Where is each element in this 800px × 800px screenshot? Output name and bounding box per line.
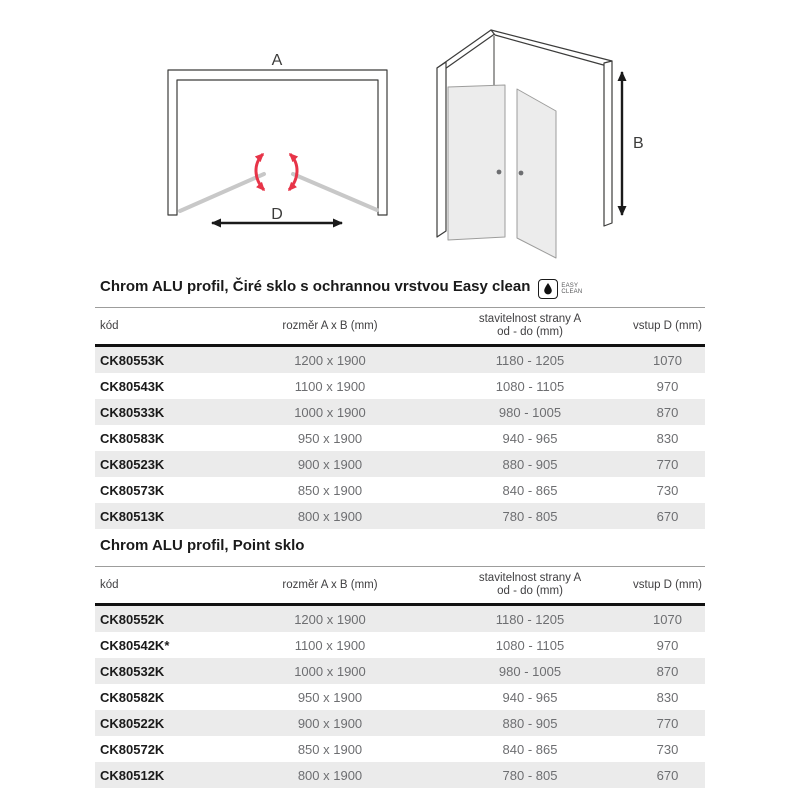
table-cell: 1070 <box>653 352 682 368</box>
table-row <box>95 399 705 425</box>
table-row <box>95 762 705 788</box>
table-cell: 1200 x 1900 <box>294 352 366 368</box>
easy-clean-badge-label: EASY CLEAN <box>561 282 583 295</box>
table-row <box>95 425 705 451</box>
table-row <box>95 632 705 658</box>
technical-diagrams <box>0 0 800 270</box>
table-cell: CK80532K <box>100 663 165 679</box>
table-cell: 970 <box>656 378 679 394</box>
table-cell: 1100 x 1900 <box>294 637 366 653</box>
column-header: rozměr A x B (mm) <box>230 567 430 605</box>
column-header: rozměr A x B (mm) <box>230 308 430 346</box>
section-heading <box>95 276 705 307</box>
table-cell: 970 <box>656 637 679 653</box>
dimension-a-label: A <box>271 52 283 69</box>
table-cell: 730 <box>656 741 679 757</box>
table-cell: CK80523K <box>100 456 165 472</box>
table-cell: CK80572K <box>100 741 165 757</box>
table-cell: 1180 - 1205 <box>495 352 565 368</box>
table-cell: 900 x 1900 <box>297 715 363 731</box>
table-cell: 850 x 1900 <box>297 741 363 757</box>
column-header: kód <box>95 567 230 605</box>
table-cell: 1000 x 1900 <box>294 663 366 679</box>
table-cell: CK80553K <box>100 352 165 368</box>
table-cell: 880 - 905 <box>502 715 558 731</box>
table-header-row <box>95 567 705 605</box>
table-cell: 730 <box>656 482 679 498</box>
section-heading-text: Chrom ALU profil, Čiré sklo s ochrannou vrstvou Easy clean <box>100 278 531 295</box>
table-row <box>95 477 705 503</box>
column-header: kód <box>95 308 230 346</box>
table-cell: 870 <box>656 404 679 420</box>
table-cell: 1100 x 1900 <box>294 378 366 394</box>
door-swing-arrows-icon <box>256 154 297 190</box>
dimension-b-label: B <box>633 135 644 152</box>
table-cell: 800 x 1900 <box>297 508 363 524</box>
table-cell: 850 x 1900 <box>297 482 363 498</box>
table-row <box>95 736 705 762</box>
dimension-d-label: D <box>271 206 283 223</box>
section-heading-text: Chrom ALU profil, Point sklo <box>100 537 305 554</box>
easy-clean-badge <box>538 279 582 299</box>
table-cell: 800 x 1900 <box>297 767 363 783</box>
table-cell: 840 - 865 <box>502 482 558 498</box>
column-header: stavitelnost strany A od - do (mm) <box>430 567 630 605</box>
column-header: stavitelnost strany A od - do (mm) <box>430 308 630 346</box>
front-view-diagram <box>168 52 387 223</box>
table-row <box>95 658 705 684</box>
table-cell: 770 <box>656 715 679 731</box>
table-row <box>95 503 705 529</box>
table-cell: 1200 x 1900 <box>294 611 366 627</box>
table-cell: 940 - 965 <box>502 430 558 446</box>
table-cell: 940 - 965 <box>502 689 558 705</box>
spec-table-point-glass <box>95 566 705 788</box>
table-cell: CK80552K <box>100 611 165 627</box>
table-header-row <box>95 308 705 346</box>
table-cell: 830 <box>656 689 679 705</box>
table-row <box>95 346 705 374</box>
table-row <box>95 451 705 477</box>
table-cell: 870 <box>656 663 679 679</box>
table-row <box>95 684 705 710</box>
table-row <box>95 373 705 399</box>
table-cell: 830 <box>656 430 679 446</box>
frame-outline <box>168 70 387 215</box>
table-cell: 900 x 1900 <box>297 456 363 472</box>
column-header: vstup D (mm) <box>630 567 705 605</box>
table-cell: CK80543K <box>100 378 165 394</box>
table-cell: 1070 <box>653 611 682 627</box>
table-cell: CK80582K <box>100 689 165 705</box>
table-cell: 1180 - 1205 <box>495 611 565 627</box>
table-cell: 1080 - 1105 <box>495 378 565 394</box>
table-cell: 780 - 805 <box>502 508 558 524</box>
table-cell: 950 x 1900 <box>297 430 363 446</box>
table-cell: 670 <box>656 508 679 524</box>
section-point-glass <box>95 535 705 788</box>
table-cell: CK80512K <box>100 767 165 783</box>
glass-door-panels <box>448 85 556 258</box>
spec-table-easy-clean <box>95 307 705 529</box>
table-cell: CK80513K <box>100 508 165 524</box>
table-row <box>95 710 705 736</box>
table-cell: CK80533K <box>100 404 165 420</box>
droplet-icon <box>538 279 558 299</box>
table-cell: CK80573K <box>100 482 165 498</box>
table-cell: CK80542K* <box>100 637 170 653</box>
section-easy-clean <box>95 276 705 529</box>
table-cell: CK80522K <box>100 715 165 731</box>
table-cell: 980 - 1005 <box>498 663 562 679</box>
table-cell: 1080 - 1105 <box>495 637 565 653</box>
perspective-view-diagram <box>437 30 644 258</box>
table-cell: 980 - 1005 <box>498 404 562 420</box>
column-header: vstup D (mm) <box>630 308 705 346</box>
table-cell: 950 x 1900 <box>297 689 363 705</box>
table-cell: 1000 x 1900 <box>294 404 366 420</box>
table-cell: 780 - 805 <box>502 767 558 783</box>
table-cell: CK80583K <box>100 430 165 446</box>
table-row <box>95 605 705 633</box>
table-cell: 670 <box>656 767 679 783</box>
table-cell: 770 <box>656 456 679 472</box>
table-cell: 840 - 865 <box>502 741 558 757</box>
section-heading <box>95 535 705 566</box>
table-cell: 880 - 905 <box>502 456 558 472</box>
